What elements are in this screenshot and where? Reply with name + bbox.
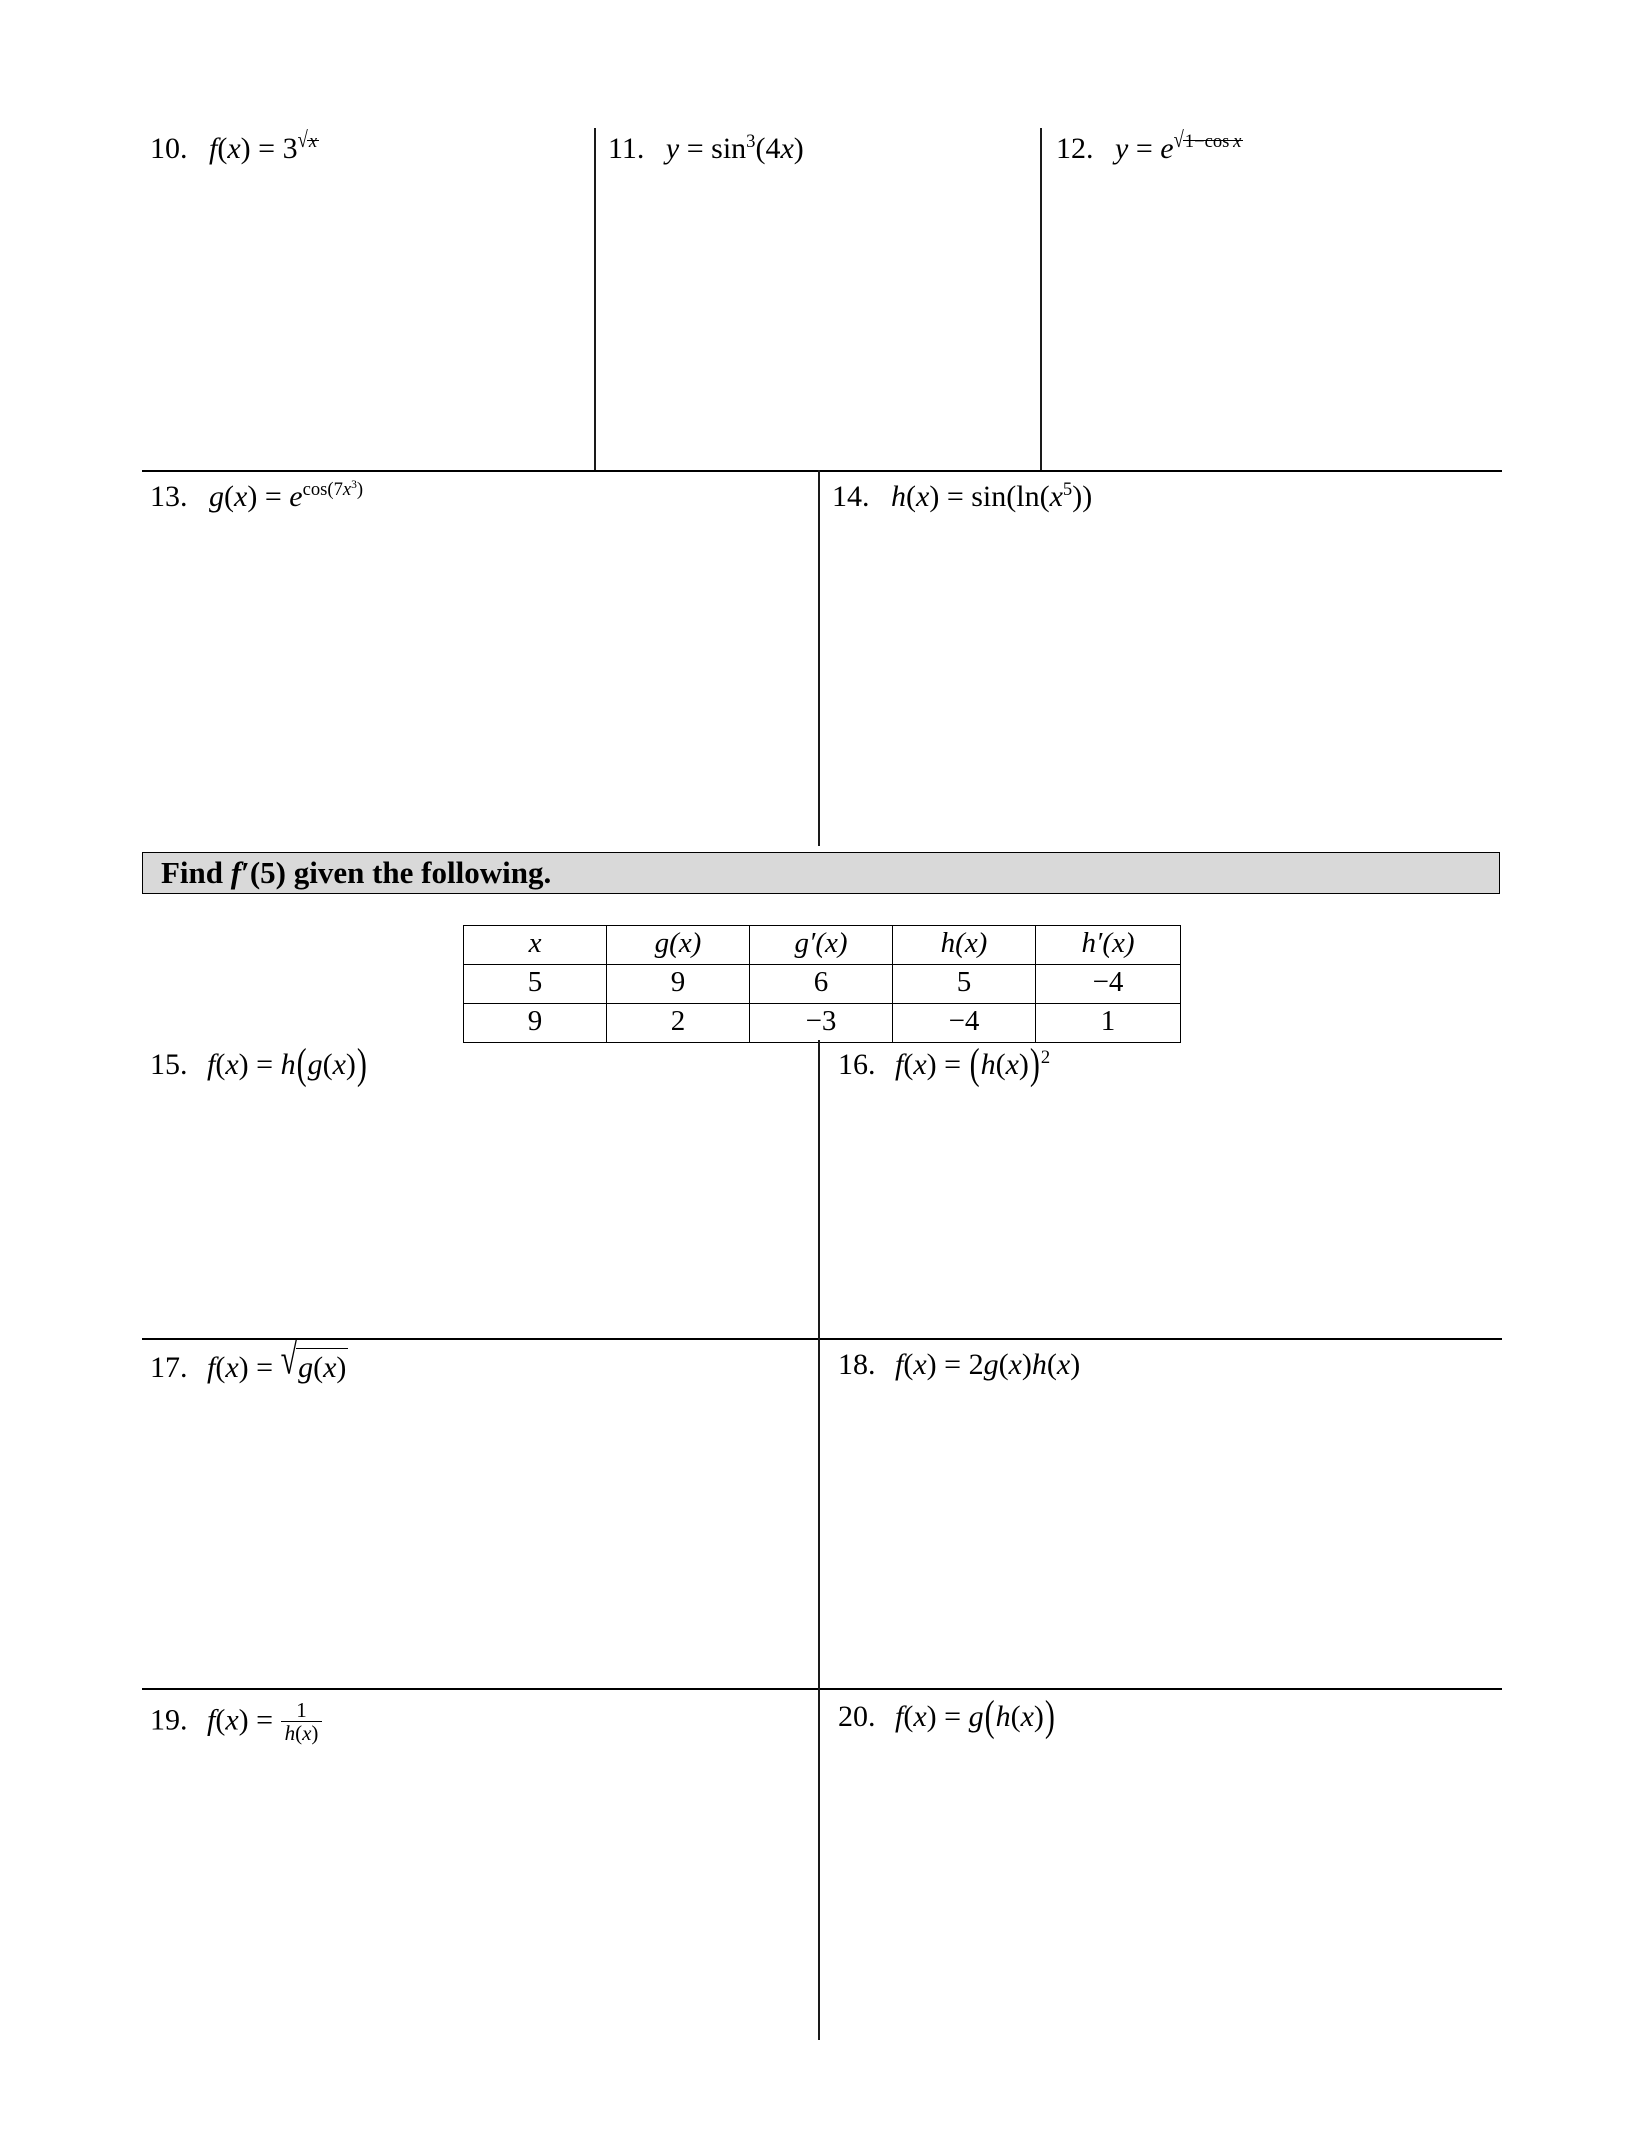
problem-17-number: 17.: [150, 1351, 188, 1384]
table-header-gpx: g′(x): [750, 926, 893, 965]
problem-15-number: 15.: [150, 1048, 188, 1081]
table-cell: −4: [893, 1004, 1036, 1043]
table-header-hx: h(x): [893, 926, 1036, 965]
table-cell: 6: [750, 965, 893, 1004]
section-banner: [142, 852, 1500, 894]
table-cell: −4: [1036, 965, 1181, 1004]
problem-12-number: 12.: [1056, 132, 1094, 165]
problem-20-number: 20.: [838, 1700, 876, 1733]
section-banner-text: Find f′(5) given the following.: [161, 855, 552, 890]
problem-10-number: 10.: [150, 132, 188, 165]
problem-12: 12. $y = e^{√1-cos x}$: [1056, 127, 1242, 165]
problem-19-number: 19.: [150, 1703, 188, 1737]
problem-17: 17. f(x) = √g(x): [150, 1335, 347, 1384]
table-cell: 9: [464, 1004, 607, 1043]
divider-13-14: [818, 470, 820, 846]
problem-15: 15. f(x) = h(g(x)): [150, 1040, 367, 1089]
problem-14-number: 14.: [832, 480, 870, 513]
table-cell: −3: [750, 1004, 893, 1043]
divider-17-18: [818, 1338, 820, 1688]
table-header-x: x: [464, 926, 607, 965]
problem-11-number: 11.: [608, 132, 645, 165]
values-table: [463, 925, 1181, 1043]
problem-11: 11. $y = \sin^3(4x)$: [608, 131, 804, 165]
rule-below-row-15-16: [142, 1338, 1502, 1340]
divider-19-20: [818, 1688, 820, 2040]
table-cell: 2: [607, 1004, 750, 1043]
table-header-gx: g(x): [607, 926, 750, 965]
divider-10-11: [594, 128, 596, 470]
rule-below-row-10-12: [142, 470, 1502, 472]
table-cell: 1: [1036, 1004, 1181, 1043]
problem-19: 19. f(x) = $\frac{1}{h(x)}$: [150, 1700, 322, 1745]
table-row: [464, 1004, 1181, 1043]
table-cell: 5: [893, 965, 1036, 1004]
problem-18: 18. f(x) = 2g(x)h(x): [838, 1348, 1081, 1381]
table-header-hpx: h′(x): [1036, 926, 1181, 965]
problem-13: 13. $g(x) = e^{cos(7x^3)}$: [150, 478, 364, 513]
problem-18-number: 18.: [838, 1348, 876, 1381]
problem-10: 10. $f(x) = 3^{√x}$: [150, 127, 318, 165]
rule-below-row-17-18: [142, 1688, 1502, 1690]
table-cell: 9: [607, 965, 750, 1004]
table-cell: 5: [464, 965, 607, 1004]
divider-11-12: [1040, 128, 1042, 470]
problem-13-number: 13.: [150, 480, 188, 513]
divider-15-16: [818, 1040, 820, 1338]
problem-14: 14. $h(x) = \sin(\ln(x^5))$: [832, 479, 1093, 513]
problem-16: 16. $f(x) = (h(x))^2$: [838, 1040, 1051, 1089]
problem-16-number: 16.: [838, 1048, 876, 1081]
table-header-row: [464, 926, 1181, 965]
problem-20: 20. f(x) = g(h(x)): [838, 1692, 1055, 1741]
table-row: [464, 965, 1181, 1004]
